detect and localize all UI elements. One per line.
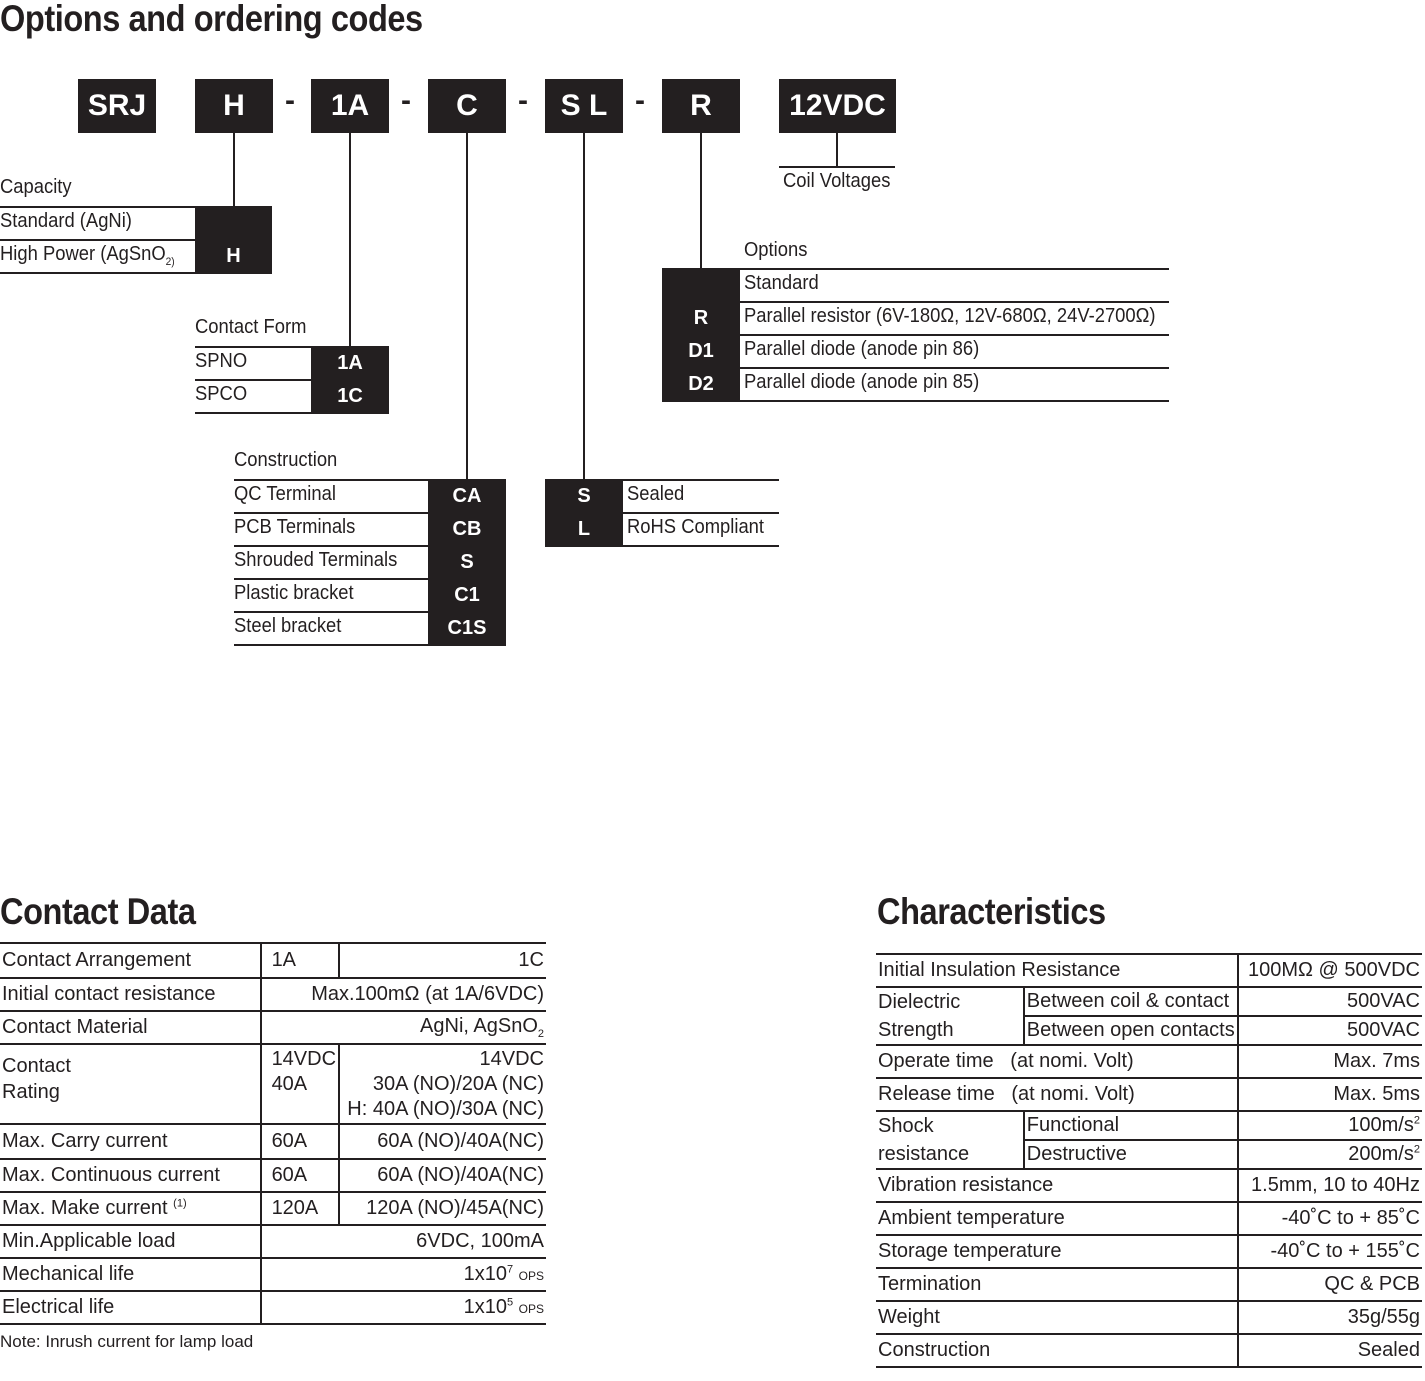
construction-title: Construction <box>234 449 338 471</box>
row-value: $1x10^5$ OPS <box>261 1291 546 1324</box>
rule <box>545 545 779 547</box>
row-label: Max. Carry current <box>0 1124 261 1159</box>
connector-line <box>233 133 235 208</box>
contact-form-spco-label: SPCO <box>195 383 248 405</box>
contact-data-title: Contact Data <box>0 891 196 932</box>
separator: - <box>518 84 528 117</box>
cell-1a: 120A <box>261 1192 339 1225</box>
row-value: 6VDC, 100mA <box>261 1225 546 1258</box>
construction-shrouded-code: S <box>428 547 506 578</box>
construction-pcb-label: PCB Terminals <box>234 516 356 538</box>
characteristics-title: Characteristics <box>877 891 1106 932</box>
construction-pcb-code: CB <box>428 514 506 545</box>
row-value: 500VAC <box>1238 1016 1422 1045</box>
connector-line <box>700 133 702 268</box>
coil-voltages-label: Coil Voltages <box>783 170 891 192</box>
cell-1a: 1A <box>261 943 339 978</box>
rule <box>195 412 389 414</box>
table-row <box>876 1045 1422 1078</box>
sub-label: Functional <box>1024 1111 1238 1140</box>
row-label: Mechanical life <box>0 1258 261 1291</box>
row-label: Operate time (at nomi. Volt) <box>876 1045 1238 1078</box>
construction-plastic-code: C1 <box>428 580 506 611</box>
option-diode-86-code: D1 <box>662 336 740 367</box>
characteristics-table <box>876 953 1422 1368</box>
row-label: Contact Rating <box>0 1044 261 1124</box>
table-row <box>0 1044 546 1124</box>
capacity-title: Capacity <box>0 176 72 198</box>
capacity-high-power-code: H <box>195 241 272 272</box>
separator: - <box>401 84 411 117</box>
table-row <box>876 954 1422 987</box>
code-box-series: SRJ <box>78 79 156 133</box>
code-box-coil-voltage: 12VDC <box>779 79 896 133</box>
connector-line <box>349 133 351 347</box>
table-row <box>0 1124 546 1159</box>
table-row <box>876 1235 1422 1268</box>
row-label: Weight <box>876 1301 1238 1334</box>
connector-line <box>583 133 585 479</box>
table-row <box>876 1111 1422 1140</box>
option-diode-85-code: D2 <box>662 369 740 400</box>
rule <box>779 166 895 168</box>
cell-1a: 60A <box>261 1159 339 1192</box>
cell-1a: 60A <box>261 1124 339 1159</box>
sub-label: Destructive <box>1024 1140 1238 1169</box>
row-label: Initial contact resistance <box>0 978 261 1011</box>
cell-1c: 120A (NO)/45A(NC) <box>339 1192 546 1225</box>
row-label: Dielectric Strength <box>876 987 1024 1045</box>
table-row <box>0 1291 546 1324</box>
option-standard-code <box>662 270 740 301</box>
separator: - <box>285 84 295 117</box>
row-value: -40˚C to + 85˚C <box>1238 1202 1422 1235</box>
option-standard-label: Standard <box>744 272 819 294</box>
sub-label: Between open contacts <box>1024 1016 1238 1045</box>
row-value: -40˚C to + 155˚C <box>1238 1235 1422 1268</box>
separator: - <box>635 84 645 117</box>
construction-plastic-label: Plastic bracket <box>234 582 354 604</box>
row-label: Contact Arrangement <box>0 943 261 978</box>
row-label: Min.Applicable load <box>0 1225 261 1258</box>
contact-form-spno-code: 1A <box>311 348 389 379</box>
row-value: Sealed <box>1238 1334 1422 1367</box>
code-box-capacity: H <box>195 79 273 133</box>
row-label: Max. Make current $^{(1)}$ <box>0 1192 261 1225</box>
sealing-sealed-label: Sealed <box>627 483 685 505</box>
row-label: Max. Continuous current <box>0 1159 261 1192</box>
rule <box>0 272 272 274</box>
table-row <box>876 987 1422 1016</box>
row-value: $100m/s^2$ <box>1238 1111 1422 1140</box>
option-resistor-code: R <box>662 303 740 334</box>
rule <box>662 400 1169 402</box>
row-label: Contact Material <box>0 1011 261 1044</box>
option-diode-85-label: Parallel diode (anode pin 85) <box>744 371 980 393</box>
row-label: Initial Insulation Resistance <box>876 954 1238 987</box>
row-label: Shock resistance <box>876 1111 1024 1169</box>
row-value: 100MΩ @ 500VDC <box>1238 954 1422 987</box>
construction-steel-label: Steel bracket <box>234 615 342 637</box>
row-value: $1x10^7$ OPS <box>261 1258 546 1291</box>
row-value: AgNi, AgSnO$_2$ <box>261 1011 546 1044</box>
table-row <box>0 1225 546 1258</box>
sealing-sealed-code: S <box>545 481 623 512</box>
construction-qc-code: CA <box>428 481 506 512</box>
connector-line <box>836 133 838 167</box>
table-row <box>0 1258 546 1291</box>
sealing-rohs-code: L <box>545 514 623 545</box>
row-label: Electrical life <box>0 1291 261 1324</box>
row-label: Vibration resistance <box>876 1169 1238 1202</box>
contact-form-spco-code: 1C <box>311 381 389 412</box>
table-row <box>876 1301 1422 1334</box>
row-value: Max.100mΩ (at 1A/6VDC) <box>261 978 546 1011</box>
contact-data-table <box>0 942 546 1325</box>
table-row <box>0 943 546 978</box>
table-row <box>876 1334 1422 1367</box>
cell-1c: 1C <box>339 943 546 978</box>
options-list-title: Options <box>744 239 808 261</box>
contact-form-spno-label: SPNO <box>195 350 248 372</box>
connector-line <box>466 133 468 479</box>
row-label: Termination <box>876 1268 1238 1301</box>
construction-qc-label: QC Terminal <box>234 483 336 505</box>
cell-1a: 14VDC 40A <box>261 1044 339 1124</box>
table-row <box>0 978 546 1011</box>
options-title: Options and ordering codes <box>0 0 423 39</box>
option-resistor-label: Parallel resistor (6V-180Ω, 12V-680Ω, 24V-2700Ω) <box>744 305 1156 327</box>
capacity-standard-code <box>195 208 272 239</box>
row-value: 1.5mm, 10 to 40Hz <box>1238 1169 1422 1202</box>
table-row <box>0 1159 546 1192</box>
row-value: QC & PCB <box>1238 1268 1422 1301</box>
option-diode-86-label: Parallel diode (anode pin 86) <box>744 338 980 360</box>
table-row <box>876 1169 1422 1202</box>
row-value: 500VAC <box>1238 987 1422 1016</box>
cell-1c: 60A (NO)/40A(NC) <box>339 1124 546 1159</box>
row-label: Ambient temperature <box>876 1202 1238 1235</box>
cell-1c: 14VDC 30A (NO)/20A (NC) H: 40A (NO)/30A (NC) <box>339 1044 546 1124</box>
construction-shrouded-label: Shrouded Terminals <box>234 549 398 571</box>
row-value: Max. 5ms <box>1238 1078 1422 1111</box>
code-box-contact-form: 1A <box>311 79 389 133</box>
table-row <box>876 1078 1422 1111</box>
cell-1c: 60A (NO)/40A(NC) <box>339 1159 546 1192</box>
row-value: $200m/s^2$ <box>1238 1140 1422 1169</box>
row-label: Storage temperature <box>876 1235 1238 1268</box>
row-value: 35g/55g <box>1238 1301 1422 1334</box>
rule <box>234 644 506 646</box>
table-row <box>0 1192 546 1225</box>
code-box-options: R <box>662 79 740 133</box>
code-box-sealing: S L <box>545 79 623 133</box>
sealing-rohs-label: RoHS Compliant <box>627 516 765 538</box>
sub-label: Between coil & contact <box>1024 987 1238 1016</box>
contact-data-note: Note: Inrush current for lamp load <box>0 1332 254 1351</box>
table-row <box>876 1202 1422 1235</box>
table-row <box>876 1268 1422 1301</box>
row-value: Max. 7ms <box>1238 1045 1422 1078</box>
table-row <box>0 1011 546 1044</box>
construction-steel-code: C1S <box>428 613 506 644</box>
capacity-standard-label: Standard (AgNi) <box>0 210 132 232</box>
contact-form-title: Contact Form <box>195 316 307 338</box>
row-label: Construction <box>876 1334 1238 1367</box>
row-label: Release time (at nomi. Volt) <box>876 1078 1238 1111</box>
capacity-high-power-label: High Power (AgSnO$_{2)}$ <box>0 243 175 268</box>
code-box-construction: C <box>428 79 506 133</box>
